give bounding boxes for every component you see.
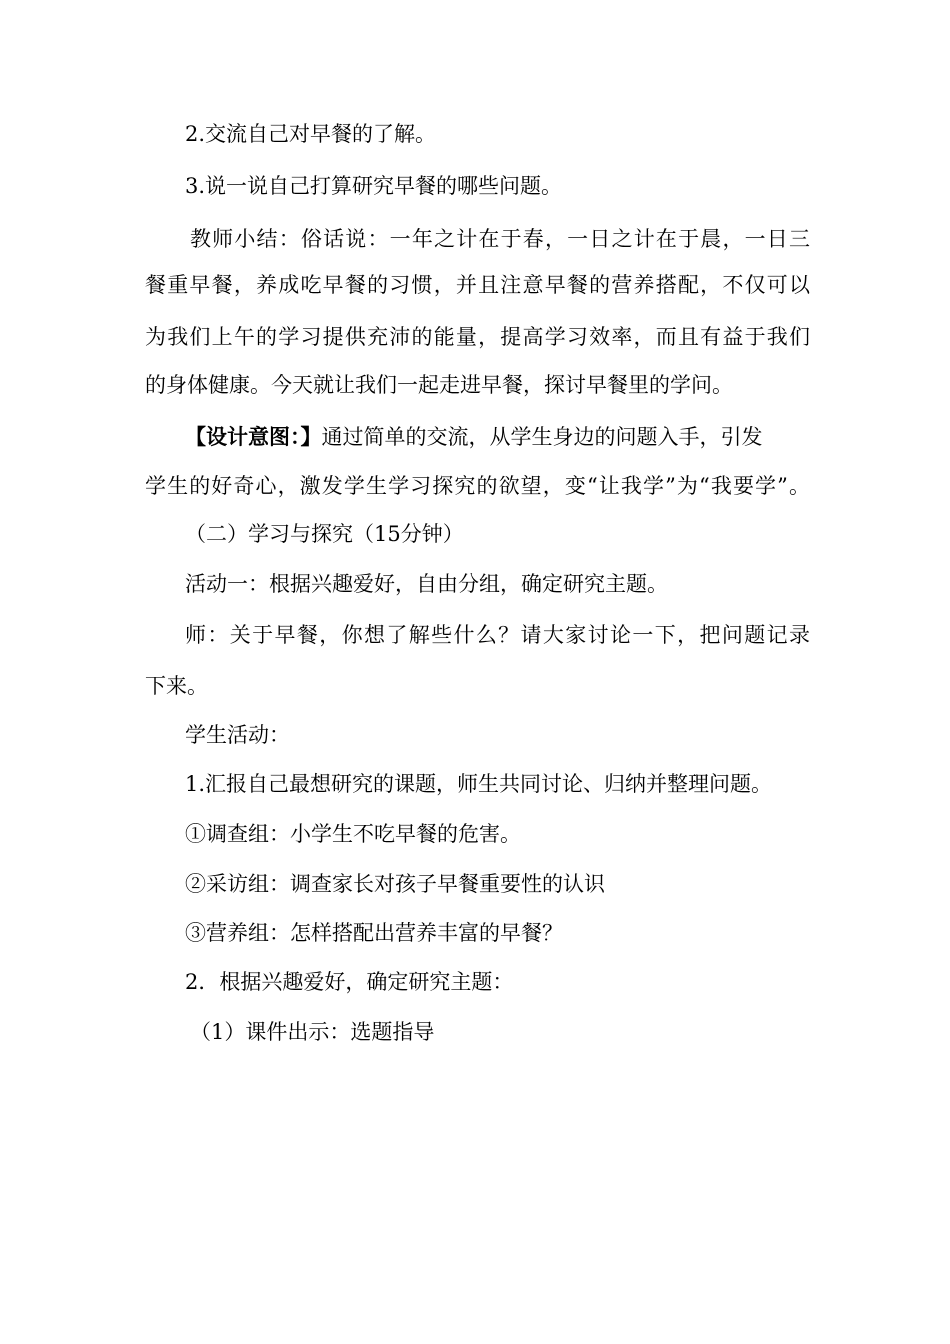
group-interview: ②采访组：调查家长对孩子早餐重要性的认识: [185, 872, 605, 896]
item-3-questions: 3.说一说自己打算研究早餐的哪些问题。: [185, 174, 563, 198]
design-intent-label: 【设计意图：】: [185, 424, 322, 449]
teacher-summary-line-4: 的身体健康。今天就让我们一起走进早餐，探讨早餐里的学问。: [145, 373, 733, 397]
student-activity-heading: 学生活动：: [185, 723, 290, 747]
student-activity-item-1: 1.汇报自己最想研究的课题，师生共同讨论、归纳并整理问题。: [185, 772, 773, 796]
design-intent-text: 通过简单的交流，从学生身边的问题入手，引发: [321, 425, 763, 449]
student-activity-item-2: 2．根据兴趣爱好，确定研究主题：: [185, 970, 514, 994]
courseware-topic-guide: （1）课件出示：选题指导: [190, 1020, 435, 1044]
teacher-summary-line-1: 教师小结：俗话说：一年之计在于春，一日之计在于晨，一日三: [190, 227, 810, 251]
group-survey: ①调查组：小学生不吃早餐的危害。: [185, 822, 521, 846]
group-nutrition: ③营养组：怎样搭配出营养丰富的早餐？: [185, 921, 563, 945]
teacher-summary-line-3: 为我们上午的学习提供充沛的能量，提高学习效率，而且有益于我们: [145, 325, 810, 349]
activity-one: 活动一：根据兴趣爱好，自由分组，确定研究主题。: [185, 572, 668, 596]
teacher-question-line-2: 下来。: [145, 674, 208, 698]
design-intent-line-2: 学生的好奇心，激发学生学习探究的欲望，变“让我学”为“我要学”。: [145, 474, 810, 498]
section-2-heading: （二）学习与探究（15分钟）: [185, 522, 464, 546]
teacher-summary-line-2: 餐重早餐，养成吃早餐的习惯，并且注意早餐的营养搭配，不仅可以: [145, 273, 810, 297]
item-2-exchange: 2.交流自己对早餐的了解。: [185, 122, 437, 146]
design-intent-line-1: [185, 422, 810, 452]
teacher-question-line-1: 师：关于早餐，你想了解些什么？请大家讨论一下，把问题记录: [185, 623, 810, 647]
